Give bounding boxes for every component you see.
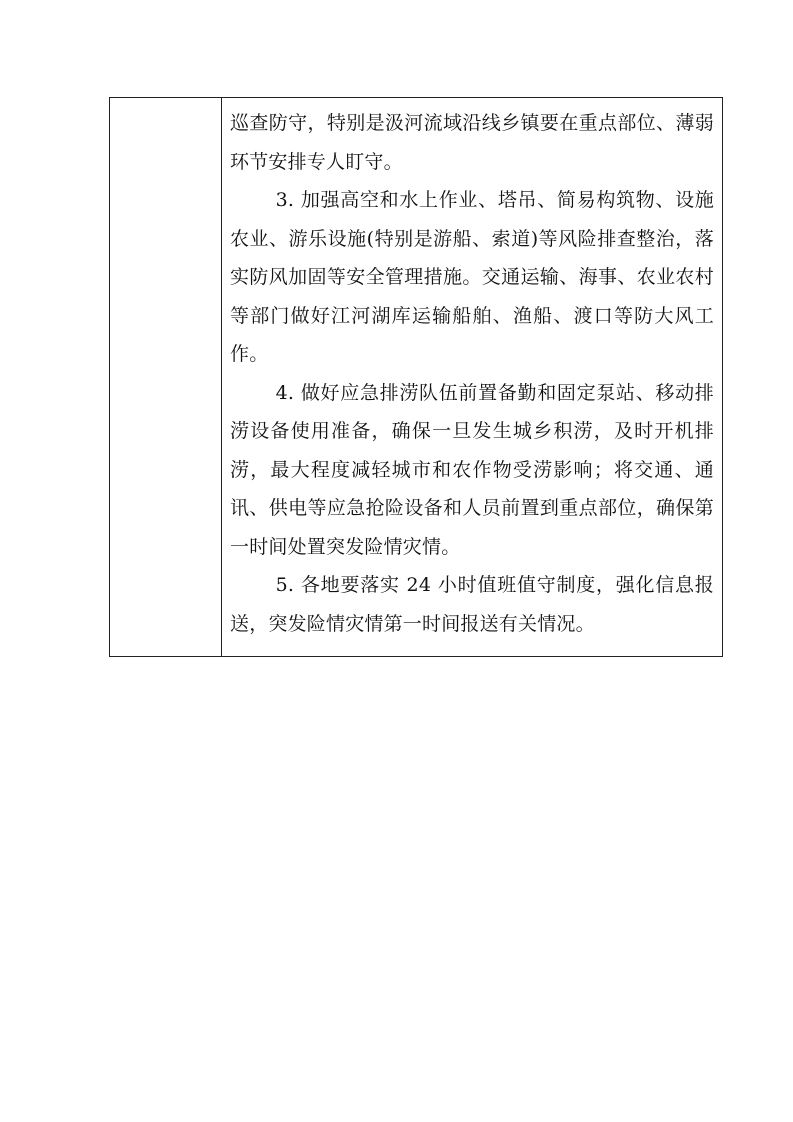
table-left-cell [110,98,222,656]
paragraph-item-5: 5. 各地要落实 24 小时值班值守制度，强化信息报送，突发险情灾情第一时间报送有关情况。 [230,574,714,635]
paragraph-continuation: 巡查防守，特别是汲河流域沿线乡镇要在重点部位、薄弱环节安排专人盯守。 [230,112,714,173]
paragraph-item-4: 4. 做好应急排涝队伍前置备勤和固定泵站、移动排涝设备使用准备，确保一旦发生城乡积涝，及时开机排涝，最大程度减轻城市和农作物受涝影响；将交通、通讯、供电等应急抢险设备和人员前置到重点部位，确保第一时间处置突发险情灾情。 [230,381,714,558]
document-table [109,97,723,657]
paragraph-item-3: 3. 加强高空和水上作业、塔吊、简易构筑物、设施农业、游乐设施(特别是游船、索道)等风险排查整治，落实防风加固等安全管理措施。交通运输、海事、农业农村等部门做好江河湖库运输船舶、渔船、渡口等防大风工作。 [230,189,714,365]
table-content-cell [222,98,722,656]
